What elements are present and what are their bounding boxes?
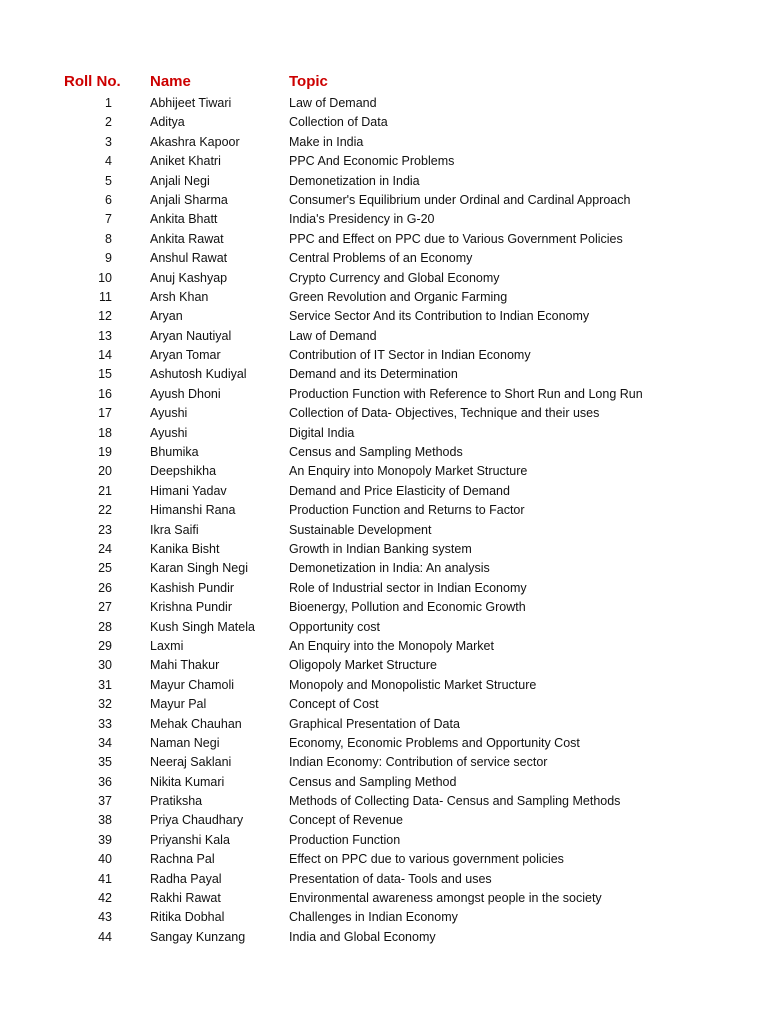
project-topic: Production Function and Returns to Factor (289, 503, 525, 518)
table-row (0, 598, 768, 617)
table-row (0, 327, 768, 346)
project-topic: Indian Economy: Contribution of service sector (289, 755, 548, 770)
roll-number: 11 (99, 289, 112, 304)
project-topic: Demonetization in India (289, 173, 420, 188)
table-row (0, 385, 768, 404)
student-name: Mayur Pal (150, 697, 207, 712)
project-topic: Environmental awareness amongst people in the society (289, 891, 602, 906)
project-topic: Contribution of IT Sector in Indian Economy (289, 348, 531, 363)
table-row (0, 288, 768, 307)
project-topic: Effect on PPC due to various government policies (289, 852, 564, 867)
student-name: Pratiksha (150, 794, 203, 809)
table-row (0, 152, 768, 171)
roll-number: 17 (98, 406, 112, 421)
project-topic: Digital India (289, 425, 355, 440)
project-topic: Opportunity cost (289, 619, 381, 634)
project-topic: Sustainable Development (289, 522, 432, 537)
roll-number: 37 (98, 794, 112, 809)
student-name: Priyanshi Kala (150, 832, 230, 847)
project-topic: India and Global Economy (289, 929, 436, 944)
roll-number: 5 (105, 173, 112, 188)
table-row (0, 424, 768, 443)
roll-number: 4 (105, 154, 112, 169)
table-row (0, 695, 768, 714)
project-topic: Concept of Cost (289, 697, 379, 712)
student-name: Aryan Nautiyal (150, 328, 232, 343)
roll-number: 7 (105, 212, 112, 227)
project-topic: Service Sector And its Contribution to Indian Economy (289, 309, 590, 324)
table-row (0, 269, 768, 288)
table-row (0, 210, 768, 229)
roll-number: 21 (98, 483, 112, 498)
student-name: Aditya (150, 115, 185, 130)
table-row (0, 94, 768, 113)
student-name: Kanika Bisht (150, 541, 220, 556)
roll-topic-table (0, 70, 768, 947)
roll-number: 39 (98, 832, 112, 847)
roll-number: 38 (98, 813, 112, 828)
table-row (0, 113, 768, 132)
roll-number: 27 (98, 600, 112, 615)
table-row (0, 191, 768, 210)
project-topic: Graphical Presentation of Data (289, 716, 460, 731)
roll-number: 13 (98, 328, 112, 343)
table-row (0, 889, 768, 908)
table-row (0, 172, 768, 191)
project-topic: PPC and Effect on PPC due to Various Government Policies (289, 231, 623, 246)
project-topic: Consumer's Equilibrium under Ordinal and Cardinal Approach (289, 192, 631, 207)
student-name: Rakhi Rawat (150, 891, 221, 906)
roll-number: 19 (98, 445, 112, 460)
roll-number: 8 (105, 231, 112, 246)
student-name: Ashutosh Kudiyal (150, 367, 247, 382)
project-topic: Census and Sampling Methods (289, 445, 463, 460)
project-topic: Role of Industrial sector in Indian Economy (289, 580, 527, 595)
student-name: Anjali Sharma (150, 192, 228, 207)
roll-number: 3 (105, 134, 112, 149)
header-name: Name (150, 73, 191, 90)
table-row (0, 811, 768, 830)
roll-number: 43 (98, 910, 112, 925)
roll-number: 31 (98, 677, 112, 692)
project-topic: Census and Sampling Method (289, 774, 457, 789)
project-topic: Production Function (289, 832, 401, 847)
table-row (0, 346, 768, 365)
student-name: Anuj Kashyap (150, 270, 228, 285)
student-name: Ayush Dhoni (150, 386, 221, 401)
project-topic: Demand and Price Elasticity of Demand (289, 483, 510, 498)
table-row (0, 404, 768, 423)
project-topic: Presentation of data- Tools and uses (289, 871, 492, 886)
table-row (0, 850, 768, 869)
student-name: Himanshi Rana (150, 503, 236, 518)
roll-number: 1 (105, 96, 112, 110)
student-name: Karan Singh Negi (150, 561, 248, 576)
project-topic: Bioenergy, Pollution and Economic Growth (289, 600, 526, 615)
project-topic: An Enquiry into the Monopoly Market (289, 638, 494, 653)
roll-number: 40 (98, 852, 112, 867)
project-topic: Law of Demand (289, 96, 377, 110)
student-name: Aniket Khatri (150, 154, 221, 169)
roll-number: 10 (98, 270, 112, 285)
project-topic: Growth in Indian Banking system (289, 541, 472, 556)
roll-number: 34 (98, 735, 112, 750)
roll-number: 32 (98, 697, 112, 712)
table-row (0, 870, 768, 889)
table-row (0, 676, 768, 695)
roll-number: 23 (98, 522, 112, 537)
roll-number: 35 (98, 755, 112, 770)
student-name: Aryan Tomar (150, 348, 221, 363)
roll-number: 36 (98, 774, 112, 789)
table-row (0, 365, 768, 384)
roll-number: 26 (98, 580, 112, 595)
project-topic: Monopoly and Monopolistic Market Structure (289, 677, 537, 692)
table-row (0, 928, 768, 947)
table-row (0, 656, 768, 675)
project-topic: Economy, Economic Problems and Opportunity Cost (289, 735, 580, 750)
project-topic: Crypto Currency and Global Economy (289, 270, 500, 285)
project-topic: Demand and its Determination (289, 367, 458, 382)
project-topic: An Enquiry into Monopoly Market Structure (289, 464, 528, 479)
student-name: Anjali Negi (150, 173, 210, 188)
table-row (0, 230, 768, 249)
student-name: Himani Yadav (150, 483, 227, 498)
student-name: Aryan (150, 309, 183, 324)
student-name: Arsh Khan (150, 289, 209, 304)
student-name: Laxmi (150, 638, 184, 653)
student-name: Ankita Bhatt (150, 212, 218, 227)
student-name: Neeraj Saklani (150, 755, 232, 770)
student-name: Nikita Kumari (150, 774, 225, 789)
table-row (0, 792, 768, 811)
table-row (0, 521, 768, 540)
roll-number: 25 (98, 561, 112, 576)
roll-number: 28 (98, 619, 112, 634)
student-name: Rachna Pal (150, 852, 215, 867)
table-row (0, 249, 768, 268)
student-name: Naman Negi (150, 735, 220, 750)
table-row (0, 579, 768, 598)
roll-number: 29 (98, 638, 112, 653)
roll-number: 20 (98, 464, 112, 479)
table-row (0, 443, 768, 462)
table-header-row (0, 70, 768, 94)
project-topic: Green Revolution and Organic Farming (289, 289, 508, 304)
header-topic: Topic (289, 73, 328, 90)
table-row (0, 559, 768, 578)
student-name: Krishna Pundir (150, 600, 232, 615)
header-roll-no: Roll No. (64, 73, 121, 90)
roll-number: 42 (98, 891, 112, 906)
student-name: Mehak Chauhan (150, 716, 242, 731)
student-name: Ritika Dobhal (150, 910, 225, 925)
student-name: Kush Singh Matela (150, 619, 255, 634)
student-name: Mayur Chamoli (150, 677, 235, 692)
roll-number: 15 (98, 367, 112, 382)
project-topic: Concept of Revenue (289, 813, 403, 828)
table-row (0, 715, 768, 734)
project-topic: Make in India (289, 134, 364, 149)
project-topic: Production Function with Reference to Short Run and Long Run (289, 386, 643, 401)
student-name: Ikra Saifi (150, 522, 199, 537)
roll-number: 41 (98, 871, 112, 886)
project-topic: Demonetization in India: An analysis (289, 561, 490, 576)
project-topic: India's Presidency in G-20 (289, 212, 435, 227)
project-topic: Law of Demand (289, 328, 377, 343)
student-name: Akashra Kapoor (150, 134, 240, 149)
table-row (0, 734, 768, 753)
project-topic: Collection of Data (289, 115, 388, 130)
table-row (0, 831, 768, 850)
student-name: Priya Chaudhary (150, 813, 244, 828)
roll-number: 9 (105, 251, 112, 266)
roll-number: 22 (98, 503, 112, 518)
project-topic: Collection of Data- Objectives, Technique and their uses (289, 406, 600, 421)
table-row (0, 307, 768, 326)
project-topic: Central Problems of an Economy (289, 251, 473, 266)
table-row (0, 773, 768, 792)
table-row (0, 637, 768, 656)
roll-number: 12 (98, 309, 112, 324)
roll-number: 2 (105, 115, 112, 130)
table-row (0, 753, 768, 772)
table-body (0, 94, 768, 947)
table-row (0, 501, 768, 520)
project-topic: Oligopoly Market Structure (289, 658, 437, 673)
project-topic: Challenges in Indian Economy (289, 910, 458, 925)
project-topic: PPC And Economic Problems (289, 154, 455, 169)
student-name: Radha Payal (150, 871, 222, 886)
table-row (0, 133, 768, 152)
student-name: Ayushi (150, 406, 188, 421)
student-name: Mahi Thakur (150, 658, 220, 673)
table-row (0, 482, 768, 501)
roll-number: 33 (98, 716, 112, 731)
roll-number: 24 (98, 541, 112, 556)
student-name: Abhijeet Tiwari (150, 96, 232, 110)
roll-number: 18 (98, 425, 112, 440)
student-name: Ayushi (150, 425, 188, 440)
table-row (0, 618, 768, 637)
roll-number: 44 (98, 929, 112, 944)
student-name: Deepshikha (150, 464, 217, 479)
student-name: Anshul Rawat (150, 251, 228, 266)
roll-number: 6 (105, 192, 112, 207)
student-name: Bhumika (150, 445, 199, 460)
roll-number: 30 (98, 658, 112, 673)
roll-number: 14 (98, 348, 112, 363)
roll-number: 16 (98, 386, 112, 401)
table-row (0, 462, 768, 481)
project-topic: Methods of Collecting Data- Census and Sampling Methods (289, 794, 621, 809)
student-name: Ankita Rawat (150, 231, 224, 246)
student-name: Sangay Kunzang (150, 929, 246, 944)
table-row (0, 540, 768, 559)
table-row (0, 908, 768, 927)
student-name: Kashish Pundir (150, 580, 235, 595)
